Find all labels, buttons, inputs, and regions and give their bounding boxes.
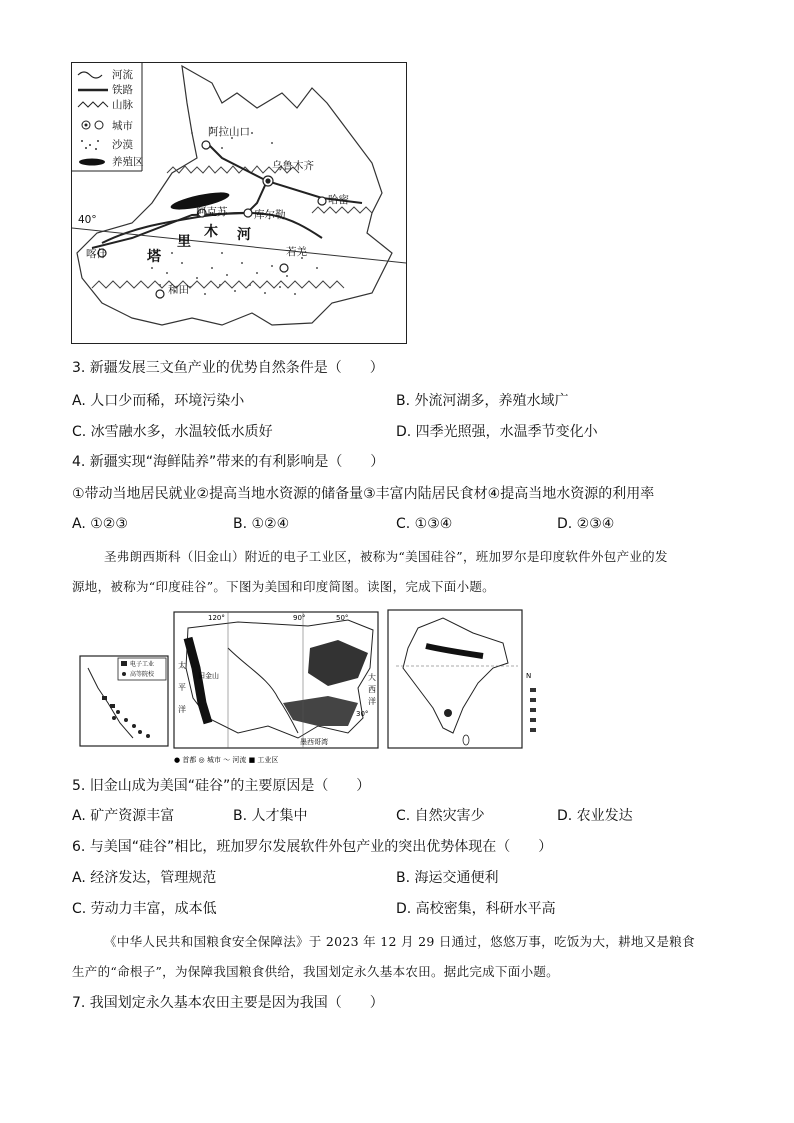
xinjiang-map-svg bbox=[72, 63, 406, 343]
xinjiang-map bbox=[71, 62, 407, 344]
passage2-line2: 源地，被称为“印度硅谷”。下图为美国和印度简图。读图，完成下面小题。 bbox=[72, 579, 495, 594]
q4-stem: 4. 新疆实现“海鲜陆养”带来的有利影响是（ ） bbox=[72, 454, 385, 470]
legend-city: 城市 bbox=[112, 120, 133, 132]
q4-option-a[interactable]: A. ①②③ bbox=[72, 516, 128, 532]
q6-option-c[interactable]: C. 劳动力丰富，成本低 bbox=[72, 901, 217, 917]
mountain-legend-icon bbox=[78, 102, 108, 107]
river-char-2: 木 bbox=[204, 224, 218, 240]
bangalore-marker bbox=[444, 709, 452, 717]
usa-label-120: 120° bbox=[208, 614, 225, 622]
place-aksu: 阿克苏 bbox=[196, 206, 228, 218]
usa-india-map bbox=[78, 608, 568, 768]
usa-legend: ● 首都 ◎ 城市 〜 河流 ■ 工业区 bbox=[174, 756, 279, 764]
q7-stem: 7. 我国划定永久基本农田主要是因为我国（ ） bbox=[72, 995, 384, 1011]
q5-option-c[interactable]: C. 自然灾害少 bbox=[396, 808, 485, 824]
q4-option-d[interactable]: D. ②③④ bbox=[557, 516, 615, 532]
legend-aquaculture: 养殖区 bbox=[112, 156, 144, 168]
desert-dots bbox=[151, 127, 318, 295]
legend-railway: 铁路 bbox=[112, 84, 133, 96]
usa-india-map-svg bbox=[78, 608, 568, 768]
aquaculture-legend-icon bbox=[79, 159, 105, 166]
usa-label-atlantic-3: 洋 bbox=[368, 697, 376, 706]
q6-option-a[interactable]: A. 经济发达，管理规范 bbox=[72, 870, 217, 886]
usa-label-sanfrancisco: 旧金山 bbox=[198, 672, 219, 680]
legend-desert: 沙漠 bbox=[112, 139, 133, 151]
india-side-legend bbox=[530, 688, 536, 732]
river-char-3: 河 bbox=[237, 227, 251, 243]
inset-legend-university: 高等院校 bbox=[130, 671, 155, 678]
place-alashankou: 阿拉山口 bbox=[208, 126, 250, 138]
usa-label-pacific-3: 洋 bbox=[178, 705, 186, 714]
q5-option-d[interactable]: D. 农业发达 bbox=[557, 808, 633, 824]
latitude-label: 40° bbox=[78, 214, 97, 226]
q3-option-a[interactable]: A. 人口少而稀，环境污染小 bbox=[72, 393, 245, 409]
q5-option-b[interactable]: B. 人才集中 bbox=[233, 808, 308, 824]
usa-label-30: 30° bbox=[356, 710, 369, 718]
eastern-mountains bbox=[312, 207, 372, 213]
passage3-line2: 生产的“命根子”，为保障我国粮食供给，我国划定永久基本农田。据此完成下面小题。 bbox=[72, 964, 559, 979]
basin-char: 塔 bbox=[147, 249, 161, 265]
usa-label-50: 50° bbox=[336, 614, 349, 622]
kunlun-mountains bbox=[92, 281, 344, 288]
place-urumqi: 乌鲁木齐 bbox=[272, 160, 314, 172]
inset-legend-electronics: 电子工业 bbox=[130, 661, 155, 668]
usa-label-atlantic-2: 西 bbox=[368, 685, 376, 694]
q5-stem: 5. 旧金山成为美国“硅谷”的主要原因是（ ） bbox=[72, 778, 371, 794]
q3-option-c[interactable]: C. 冰雪融水多，水温较低水质好 bbox=[72, 424, 273, 440]
passage2-line1: 圣弗朗西斯科（旧金山）附近的电子工业区，被称为“美国硅谷”，班加罗尔是印度软件外包产业的发 bbox=[104, 549, 668, 564]
usa-label-90: 90° bbox=[293, 614, 306, 622]
q3-stem: 3. 新疆发展三文鱼产业的优势自然条件是（ ） bbox=[72, 360, 384, 376]
q4-option-c[interactable]: C. ①③④ bbox=[396, 516, 453, 532]
q6-option-d[interactable]: D. 高校密集，科研水平高 bbox=[396, 901, 556, 917]
q6-stem: 6. 与美国“硅谷”相比，班加罗尔发展软件外包产业的突出优势体现在（ ） bbox=[72, 839, 553, 855]
city-legend-icon bbox=[95, 121, 103, 129]
place-hami: 哈密 bbox=[328, 194, 349, 206]
place-hotan: 和田 bbox=[168, 284, 189, 296]
desert-legend-icon bbox=[81, 140, 99, 150]
india-label-n: N bbox=[526, 672, 532, 680]
q6-option-b[interactable]: B. 海运交通便利 bbox=[396, 870, 499, 886]
usa-label-pacific-2: 平 bbox=[178, 683, 186, 692]
place-ruoqiang: 若羌 bbox=[286, 246, 307, 258]
legend-river: 河流 bbox=[112, 69, 133, 81]
passage3-line1: 《中华人民共和国粮食安全保障法》于 2023 年 12 月 29 日通过，悠悠万事，吃饭为大，耕地又是粮食 bbox=[104, 934, 695, 949]
usa-label-gulf: 墨西哥湾 bbox=[300, 738, 328, 746]
q3-option-b[interactable]: B. 外流河湖多，养殖水域广 bbox=[396, 393, 569, 409]
q4-option-b[interactable]: B. ①②④ bbox=[233, 516, 290, 532]
map-legend bbox=[72, 63, 144, 171]
q4-items: ①带动当地居民就业②提高当地水资源的储备量③丰富内陆居民食材④提高当地水资源的利用率 bbox=[72, 486, 655, 502]
legend-mountain: 山脉 bbox=[112, 99, 133, 111]
usa-label-atlantic-1: 大 bbox=[368, 673, 376, 682]
river-char-1: 里 bbox=[177, 234, 191, 250]
place-kashgar: 喀什 bbox=[86, 248, 107, 260]
usa-label-pacific-1: 太 bbox=[178, 661, 186, 670]
place-korla: 库尔勒 bbox=[254, 209, 286, 221]
river-legend-icon bbox=[78, 72, 102, 78]
q5-option-a[interactable]: A. 矿产资源丰富 bbox=[72, 808, 175, 824]
q3-option-d[interactable]: D. 四季光照强，水温季节变化小 bbox=[396, 424, 598, 440]
